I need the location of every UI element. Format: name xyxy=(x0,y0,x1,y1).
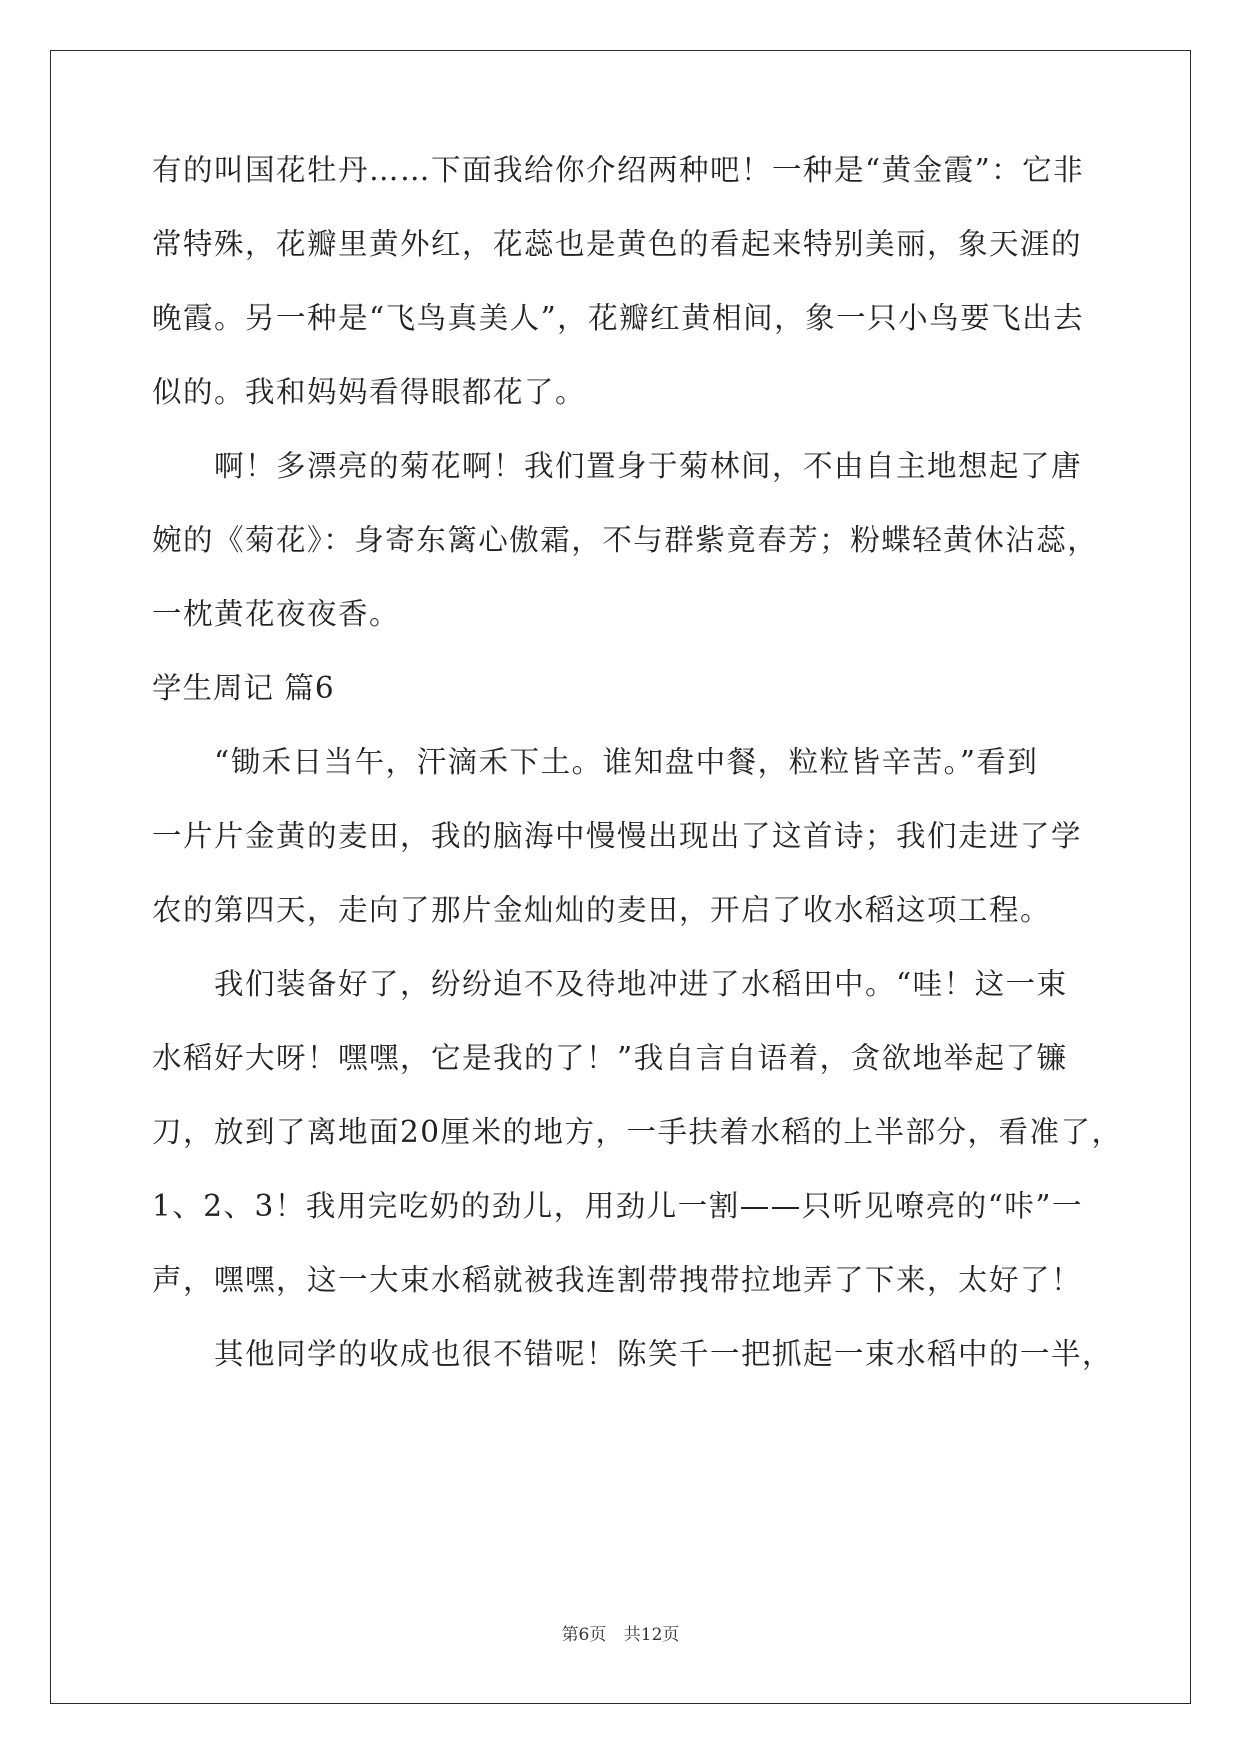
text-line: 声，嘿嘿，这一大束水稻就被我连割带拽带拉地弄了下来，太好了！ xyxy=(152,1263,1083,1297)
text-line: 其他同学的收成也很不错呢！陈笑千一把抓起一束水稻中的一半， xyxy=(152,1337,1114,1371)
text-line: 刀，放到了离地面20厘米的地方，一手扶着水稻的上半部分，看准了， xyxy=(152,1115,1123,1149)
text-line: 婉的《菊花》：身寄东篱心傲霜，不与群紫竟春芳；粉蝶轻黄休沾蕊， xyxy=(152,523,1099,557)
text-line: 一枕黄花夜夜香。 xyxy=(152,597,401,631)
section-heading: 学生周记 篇6 xyxy=(152,671,335,705)
text-line: 常特殊，花瓣里黄外红，花蕊也是黄色的看起来特别美丽，象天涯的 xyxy=(152,227,1083,261)
text-line: 一片片金黄的麦田，我的脑海中慢慢出现出了这首诗；我们走进了学 xyxy=(152,819,1083,853)
text-line: 似的。我和妈妈看得眼都花了。 xyxy=(152,375,587,409)
text-line: 1、2、3！我用完吃奶的劲儿，用劲儿一割——只听见嘹亮的“咔”一 xyxy=(152,1189,1083,1223)
text-line: “锄禾日当午，汗滴禾下土。谁知盘中餐，粒粒皆辛苦。”看到 xyxy=(152,745,1039,779)
text-line: 有的叫国花牡丹……下面我给你介绍两种吧！一种是“黄金霞”：它非 xyxy=(152,153,1085,187)
text-line: 晚霞。另一种是“飞鸟真美人”，花瓣红黄相间，象一只小鸟要飞出去 xyxy=(152,301,1085,335)
text-line: 我们装备好了，纷纷迫不及待地冲进了水稻田中。“哇！这一束 xyxy=(152,967,1068,1001)
text-line: 农的第四天，走向了那片金灿灿的麦田，开启了收水稻这项工程。 xyxy=(152,893,1052,927)
text-line: 啊！多漂亮的菊花啊！我们置身于菊林间，不由自主地想起了唐 xyxy=(152,449,1083,483)
text-line: 水稻好大呀！嘿嘿，它是我的了！”我自言自语着，贪欲地举起了镰 xyxy=(152,1041,1068,1075)
page-footer xyxy=(0,1620,1241,1645)
page-number: 第6页 xyxy=(561,1625,607,1645)
page-total: 共12页 xyxy=(623,1625,680,1645)
